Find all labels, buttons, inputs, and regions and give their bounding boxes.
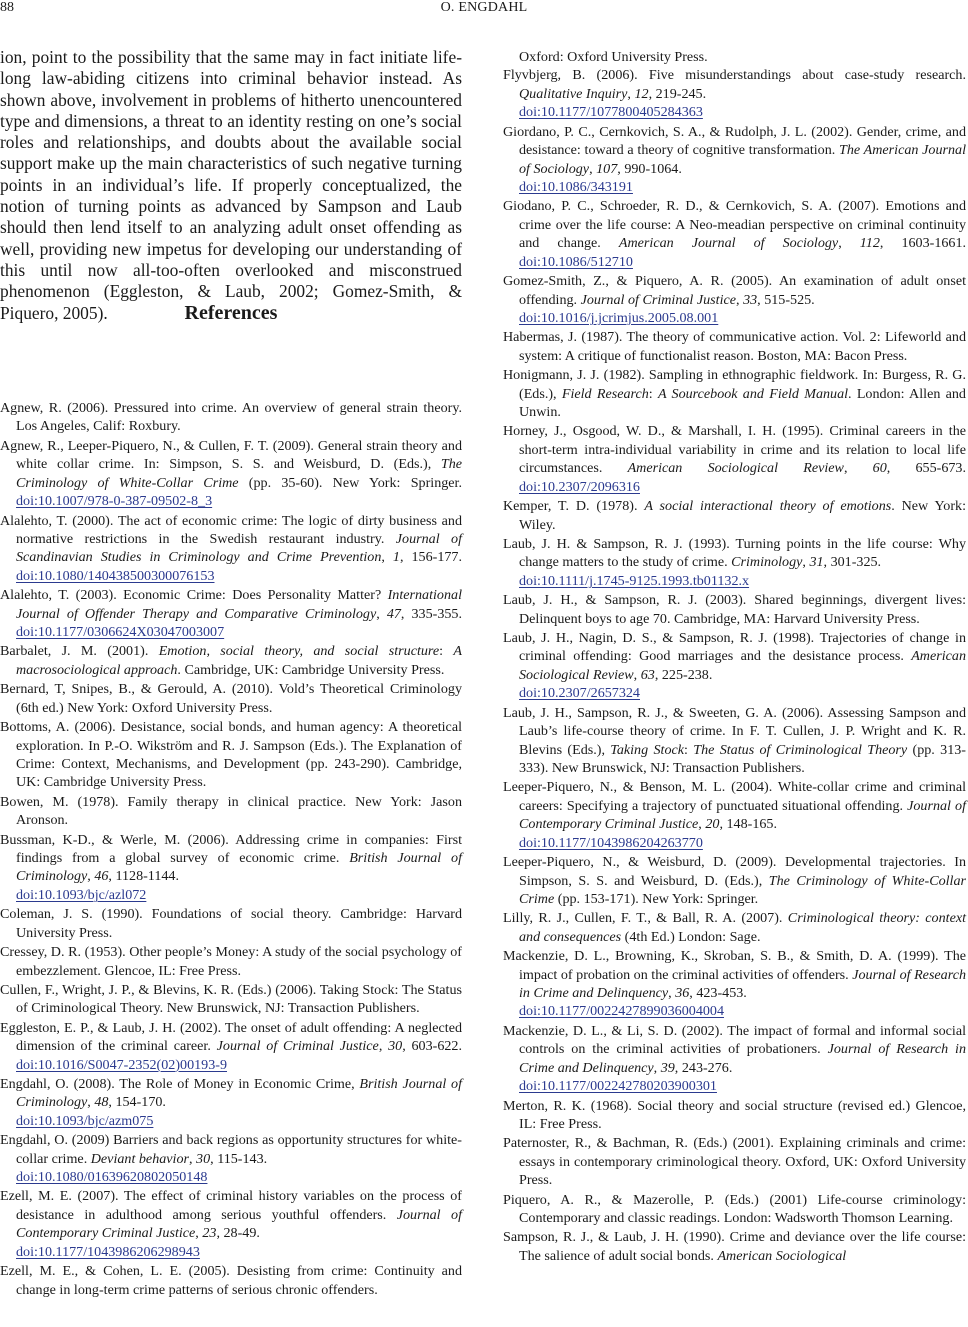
page-number: 88 — [0, 0, 14, 15]
reference-title-italic: Journal of Contemporary Criminal Justice — [519, 797, 966, 833]
reference-text: Ezell, M. E. (2007). The effect of criminal history variables on the process of desistance in adulthood among serious youthful offenders. — [0, 1188, 462, 1223]
reference-volume-italic: 20 — [705, 816, 720, 833]
reference-text: Coleman, J. S. (1990). Foundations of social theory. Cambridge: Harvard University Press. — [0, 906, 462, 941]
reference-entry — [503, 366, 966, 421]
reference-volume-italic: The Status of Criminological Theory — [693, 741, 908, 758]
reference-volume-italic: 47 — [386, 605, 401, 622]
reference-entry — [0, 1187, 462, 1261]
reference-text: , 603-622. — [402, 1038, 462, 1055]
reference-volume-italic: A Sourcebook and Field Manual — [657, 385, 849, 402]
reference-text: Laub, J. H., & Sampson, R. J. (2003). Shared beginnings, divergent lives: Delinquent boys to age 70. Cambridge, MA: Harvard University Press. — [503, 592, 966, 627]
reference-text: Laub, J. H., Nagin, D. S., & Sampson, R. J. (1998). Trajectories of change in criminal offending: Good marriages and the desistance process. — [503, 629, 966, 665]
reference-volume-italic: 31 — [809, 554, 824, 571]
reference-text: , — [378, 1038, 389, 1055]
reference-volume-italic: 12 — [634, 85, 649, 102]
reference-text: (pp. 313-333). New Brunswick, NJ: Transaction Publishers. — [519, 741, 966, 777]
reference-title-italic: Journal of Criminal Justice — [580, 291, 737, 308]
reference-entry — [0, 1019, 462, 1074]
reference-text: , — [87, 1094, 95, 1111]
reference-text: , 301-325. — [823, 554, 882, 571]
reference-title-italic: The Criminology of White-Collar Crime — [519, 872, 967, 907]
reference-text: Bottoms, A. (2006). Desistance, social bonds, and human agency: A theoretical exploration. In P.-O. Wikström and R. J. Sampson (Eds.). The Explanation of Crime: Context, Mechanisms, and Development (pp. 243-290). Cambridge, UK: Cambridge University Press. — [0, 719, 462, 791]
reference-text: Mackenzie, D. L., Browning, K., Skroban, S. B., & Smith, D. A. (1999). The impact of probation on the criminal activities of offenders. — [503, 948, 966, 983]
reference-volume-italic: 48 — [94, 1094, 109, 1111]
reference-volume-italic: 30 — [196, 1150, 211, 1167]
reference-text: Gomez-Smith, Z., & Piquero, A. R. (2005). An examination of adult onset offending. — [503, 273, 966, 308]
reference-text: , — [381, 549, 393, 566]
reference-entry — [0, 831, 462, 905]
reference-text: , — [736, 291, 744, 308]
reference-list-left — [0, 399, 462, 1299]
reference-text: (pp. 35-60). New York: Springer. — [238, 474, 462, 491]
doi-link[interactable]: doi:10.1016/j.jcrimjus.2005.08.001 — [519, 310, 719, 327]
reference-text: Alalehto, T. (2003). Economic Crime: Does Personality Matter? — [0, 587, 388, 604]
reference-entry — [503, 197, 966, 271]
reference-text: , — [376, 605, 387, 622]
reference-title-italic: Criminological theory: context and consequences — [519, 910, 966, 945]
doi-link[interactable]: doi:10.1111/j.1745-9125.1993.tb01132.x — [519, 572, 750, 589]
right-column — [503, 48, 966, 1265]
reference-text: Bernard, T, Snipes, B., & Gerould, A. (2010). Vold’s Theoretical Criminology (6th ed.) New York: Oxford University Press. — [0, 681, 462, 716]
reference-entry — [503, 328, 966, 365]
reference-entry — [503, 497, 966, 534]
doi-link[interactable]: doi:10.1016/S0047-2352(02)00193-9 — [16, 1056, 228, 1073]
reference-title-italic: A social interactional theory of emotions — [644, 498, 892, 515]
reference-text: Giordano, P. C., Cernkovich, S. A., & Rudolph, J. L. (2002). Gender, crime, and desistance: toward a theory of cognitive transformation. — [503, 123, 966, 159]
reference-volume-italic: 112 — [859, 235, 880, 252]
reference-entry — [503, 422, 966, 496]
reference-text: . Cambridge, UK: Cambridge University Press. — [177, 661, 445, 678]
reference-volume-italic: 60 — [872, 460, 887, 477]
reference-title-italic: British Journal of Criminology — [16, 850, 462, 885]
references-heading: References — [184, 302, 278, 324]
reference-entry — [0, 680, 462, 717]
reference-volume-italic: 36 — [675, 985, 690, 1002]
reference-text: , 1603-1661. — [879, 235, 967, 252]
doi-link[interactable]: doi:10.1080/01639620802050148 — [16, 1169, 208, 1186]
doi-link[interactable]: doi:10.1177/0022427899036004004 — [519, 1003, 725, 1020]
reference-entry — [503, 853, 966, 908]
reference-text: Engdahl, O. (2008). The Role of Money in Economic Crime, — [0, 1075, 360, 1092]
reference-text: Agnew, R., Leeper-Piquero, N., & Cullen, F. T. (2009). General strain theory and white collar crime. In: Simpson, S. S. and Weisburd, D. (Eds.), — [0, 437, 462, 473]
reference-text: , — [633, 666, 641, 683]
doi-link[interactable]: doi:10.1177/1077800405284363 — [519, 104, 703, 121]
reference-text: , — [195, 1225, 203, 1242]
reference-text: , — [653, 1059, 661, 1076]
reference-title-italic: Journal of Research in Crime and Delinquency — [519, 966, 966, 1002]
reference-text: : — [648, 385, 658, 402]
reference-text: , 219-245. — [648, 85, 707, 102]
reference-title-italic: American Sociological Review — [519, 648, 966, 683]
reference-volume-italic: 23 — [202, 1225, 217, 1242]
doi-link[interactable]: doi:10.1080/140438500300076153 — [16, 567, 215, 584]
reference-entry — [503, 909, 966, 946]
reference-text: Flyvbjerg, B. (2006). Five misunderstandings about case-study research. — [503, 67, 966, 84]
reference-text: , 225-238. — [654, 666, 713, 683]
reference-entry — [0, 399, 462, 436]
reference-title-italic: The American Journal of Sociology — [519, 142, 966, 177]
reference-title-italic: Qualitative Inquiry — [519, 85, 628, 102]
reference-text: , 990-1064. — [617, 160, 682, 177]
reference-entry — [503, 123, 966, 197]
reference-text: Bowen, M. (1978). Family therapy in clinical practice. New York: Jason Aronson. — [0, 793, 462, 829]
doi-link[interactable]: doi:10.1086/343191 — [519, 179, 633, 196]
reference-text: Cressey, D. R. (1953). Other people’s Money: A study of the social psychology of embezzlement. Glencoe, IL: Free Press. — [0, 944, 462, 979]
reference-entry — [0, 793, 462, 830]
reference-entry — [503, 778, 966, 852]
reference-entry — [0, 981, 462, 1018]
reference-text: , 1128-1144. — [108, 868, 179, 885]
reference-text: , 515-525. — [757, 291, 815, 308]
reference-entry — [503, 535, 966, 590]
reference-text: : — [439, 643, 454, 660]
reference-title-italic: American Sociological Review — [627, 460, 844, 477]
reference-text: , 154-170. — [108, 1094, 166, 1111]
reference-text: Piquero, A. R., & Mazerolle, P. (Eds.) (2001) Life-course criminology: Contemporary and classic readings. London: Wadsworth Thomson Learning. — [503, 1191, 966, 1227]
reference-volume-italic: 30 — [388, 1038, 403, 1055]
reference-text: , 115-143. — [210, 1150, 268, 1167]
reference-entry — [0, 905, 462, 942]
reference-volume-italic: 1 — [392, 549, 400, 566]
reference-text: , 423-453. — [689, 985, 747, 1002]
reference-entry — [503, 947, 966, 1021]
reference-text: Engdahl, O. (2009) Barriers and back regions as opportunity structures for white-collar crime. — [0, 1132, 462, 1167]
reference-text: : — [684, 741, 694, 758]
reference-text: , — [843, 460, 873, 477]
reference-text: , 243-276. — [674, 1059, 733, 1076]
reference-entry — [0, 1131, 462, 1186]
reference-entry — [503, 1191, 966, 1228]
reference-entry — [503, 1134, 966, 1189]
reference-entry — [503, 1228, 966, 1265]
reference-text: , 655-673. — [886, 460, 966, 477]
doi-link[interactable]: doi:10.1086/512710 — [519, 253, 633, 270]
reference-text: Alalehto, T. (2000). The act of economic crime: The logic of dirty business and normative restrictions in the Swedish restaurant industry. — [0, 512, 462, 547]
doi-link[interactable]: doi:10.2307/2657324 — [519, 685, 640, 702]
reference-volume-italic: 46 — [94, 868, 109, 885]
reference-entry — [0, 943, 462, 980]
reference-text: Leeper-Piquero, N., & Weisburd, D. (2009). Developmental trajectories. In Simpson, S. S. and Weisburd, D. (Eds.), — [503, 854, 966, 889]
reference-text: Merton, R. K. (1968). Social theory and social structure (revised ed.) Glencoe, IL: Free Press. — [503, 1097, 966, 1132]
reference-text: . London: Allen and Unwin. — [519, 385, 966, 421]
reference-title-italic: Journal of Criminal Justice — [216, 1038, 379, 1055]
reference-text: Leeper-Piquero, N., & Benson, M. L. (2004). White-collar crime and criminal careers: Specifying a trajectory of punctuated situational offending. — [503, 779, 966, 814]
doi-link[interactable]: doi:10.2307/2096316 — [519, 478, 640, 495]
reference-title-italic: Journal of Contemporary Criminal Justice — [16, 1206, 462, 1242]
reference-text: Agnew, R. (2006). Pressured into crime. An overview of general strain theory. Los Angeles, Calif: Roxbury. — [0, 400, 462, 435]
reference-volume-italic: 39 — [660, 1059, 675, 1076]
reference-title-italic: Journal of Scandinavian Studies in Criminology and Crime Prevention — [16, 530, 462, 566]
reference-text: Laub, J. H. & Sampson, R. J. (1993). Turning points in the life course: Why change matters to the study of crime. — [503, 535, 966, 571]
reference-text: . New York: Wiley. — [519, 498, 966, 533]
reference-text: , — [589, 160, 597, 177]
reference-volume-italic: A macrosociological approach — [16, 643, 462, 678]
reference-text: Habermas, J. (1987). The theory of communicative action. Vol. 2: Lifeworld and system: A critique of functionalist reason. Boston, MA: Bacon Press. — [503, 329, 966, 364]
reference-text: , — [87, 868, 95, 885]
reference-text: , — [668, 985, 676, 1002]
doi-link[interactable]: doi:10.1093/bjc/azl072 — [16, 886, 147, 903]
doi-link[interactable]: doi:10.1007/978-0-387-09502-8_3 — [16, 493, 213, 510]
reference-text: Cullen, F., Wright, J. P., & Blevins, K. R. (Eds.) (2006). Taking Stock: The Status of Criminological Theory. New Brunswick, NJ: Transaction Publishers. — [0, 981, 462, 1017]
reference-title-italic: Field Research — [561, 385, 649, 402]
reference-text: , — [802, 554, 810, 571]
reference-text: Paternoster, R., & Bachman, R. (Eds.) (2001). Explaining criminals and crime: essays in contemporary criminological theory. Oxford, UK: Oxford University Press. — [503, 1135, 966, 1189]
reference-text: , — [838, 235, 860, 252]
reference-title-italic: The Criminology of White-Collar Crime — [16, 456, 462, 491]
reference-text: Eggleston, E. P., & Laub, J. H. (2002). The onset of adult offending: A neglected dimension of the criminal career. — [0, 1019, 462, 1055]
reference-volume-italic: 107 — [596, 160, 618, 177]
reference-entry — [0, 1075, 462, 1130]
reference-title-italic: Deviant behavior — [90, 1150, 189, 1167]
reference-title-italic: American Sociological — [717, 1247, 847, 1264]
reference-title-italic: American Journal of Sociology — [618, 235, 839, 252]
reference-text: Barbalet, J. M. (2001). — [0, 643, 159, 660]
reference-title-italic: Criminology — [731, 554, 803, 571]
doi-link[interactable]: doi:10.1177/0306624X03047003007 — [16, 624, 225, 641]
reference-text: Lilly, R. J., Cullen, F. T., & Ball, R. A. (2007). — [503, 910, 788, 927]
running-title: O. ENGDAHL — [440, 0, 528, 15]
reference-text: , 28-49. — [216, 1225, 260, 1242]
reference-text: Sampson, R. J., & Laub, J. H. (1990). Crime and deviance over the life course: The salience of adult social bonds. — [503, 1229, 966, 1264]
reference-text: Bussman, K-D., & Werle, M. (2006). Addressing crime in companies: First findings from a global survey of economic crime. — [0, 831, 462, 866]
reference-entry — [0, 718, 462, 792]
reference-text: , 335-355. — [400, 605, 463, 622]
reference-text: Mackenzie, D. L., & Li, S. D. (2002). The impact of formal and informal social controls on the criminal activities of probationers. — [503, 1022, 966, 1058]
reference-title-italic: Taking Stock — [610, 741, 684, 758]
reference-entry — [503, 704, 966, 778]
reference-text: , — [698, 816, 706, 833]
reference-text: , — [627, 85, 635, 102]
running-head — [0, 0, 968, 22]
doi-link[interactable]: doi:10.1177/1043986206298943 — [16, 1243, 200, 1260]
reference-text: , 148-165. — [719, 816, 777, 833]
reference-title-italic: International Journal of Offender Therapy and Comparative Criminology — [16, 587, 462, 622]
left-column — [0, 47, 462, 324]
reference-volume-italic: 63 — [640, 666, 655, 683]
reference-entry — [0, 642, 462, 679]
reference-entry — [503, 629, 966, 703]
doi-link[interactable]: doi:10.1177/002242780203900301 — [519, 1078, 717, 1095]
body-paragraph: ion, point to the possibility that the same may in fact initiate life-long law-abiding citizens into criminal behavior instead. As shown above, involvement in problems of hitherto unencountered type and dimensions, a threat to an identity resting on one’s social roles and relationships, and doubts about the available social support make up the main characteristics of such negative turning points in an individual’s life. If properly conceptualized, the notion of turning points as advanced by Sampson and Laub should then lend itself to an analyzing adult onset offending as well, providing new impetus for developing our understanding of this until now all-too-often overlooked and misconstrued phenomenon (Eggleston, & Laub, 2002; Gomez-Smith, & Piquero, 2005). — [0, 47, 462, 323]
reference-entry — [0, 512, 462, 586]
doi-link[interactable]: doi:10.1177/1043986204263770 — [519, 834, 703, 851]
reference-entry — [503, 66, 966, 121]
reference-list-right — [503, 66, 966, 1265]
reference-text: (pp. 153-171). New York: Springer. — [554, 890, 759, 907]
reference-continuation: Oxford: Oxford University Press. — [519, 49, 708, 65]
reference-entry — [0, 1262, 462, 1299]
reference-entry — [503, 1022, 966, 1096]
reference-entry — [503, 1097, 966, 1134]
reference-text: Giodano, P. C., Schroeder, R. D., & Cernkovich, S. A. (2007). Emotions and crime over the life course: A Neo-meadian perspective on criminal continuity and change. — [503, 198, 966, 252]
reference-text: Honigmann, J. J. (1982). Sampling in ethnographic fieldwork. In: Burgess, R. G. (Eds.), — [503, 367, 966, 402]
reference-entry — [0, 437, 462, 511]
reference-text: Horney, J., Osgood, W. D., & Marshall, I. H. (1995). Criminal careers in the short-term intra-individual variability in crime and its relation to local life circumstances. — [503, 423, 966, 477]
reference-entry — [0, 586, 462, 641]
reference-text: , 156-177. — [399, 549, 462, 566]
reference-title-italic: Journal of Research in Crime and Delinquency — [519, 1041, 966, 1076]
reference-text: (4th Ed.) London: Sage. — [621, 928, 761, 945]
doi-link[interactable]: doi:10.1093/bjc/azm075 — [16, 1112, 154, 1129]
reference-entry — [503, 272, 966, 327]
reference-volume-italic: 33 — [743, 291, 758, 308]
reference-title-italic: Emotion, social theory, and social structure — [158, 643, 440, 660]
reference-text: Kemper, T. D. (1978). — [503, 498, 645, 515]
reference-text: Ezell, M. E., & Cohen, L. E. (2005). Desisting from crime: Continuity and change in long-term crime patterns of serious chronic offenders. — [0, 1263, 462, 1298]
reference-title-italic: British Journal of Criminology — [16, 1075, 462, 1111]
reference-text: Laub, J. H., Sampson, R. J., & Sweeten, G. A. (2006). Assessing Sampson and Laub’s life-course theory of crime. In F. T. Cullen, J. P. Wright and K. R. Blevins (Eds.), — [503, 704, 966, 758]
reference-entry — [503, 591, 966, 628]
reference-text: , — [189, 1150, 197, 1167]
